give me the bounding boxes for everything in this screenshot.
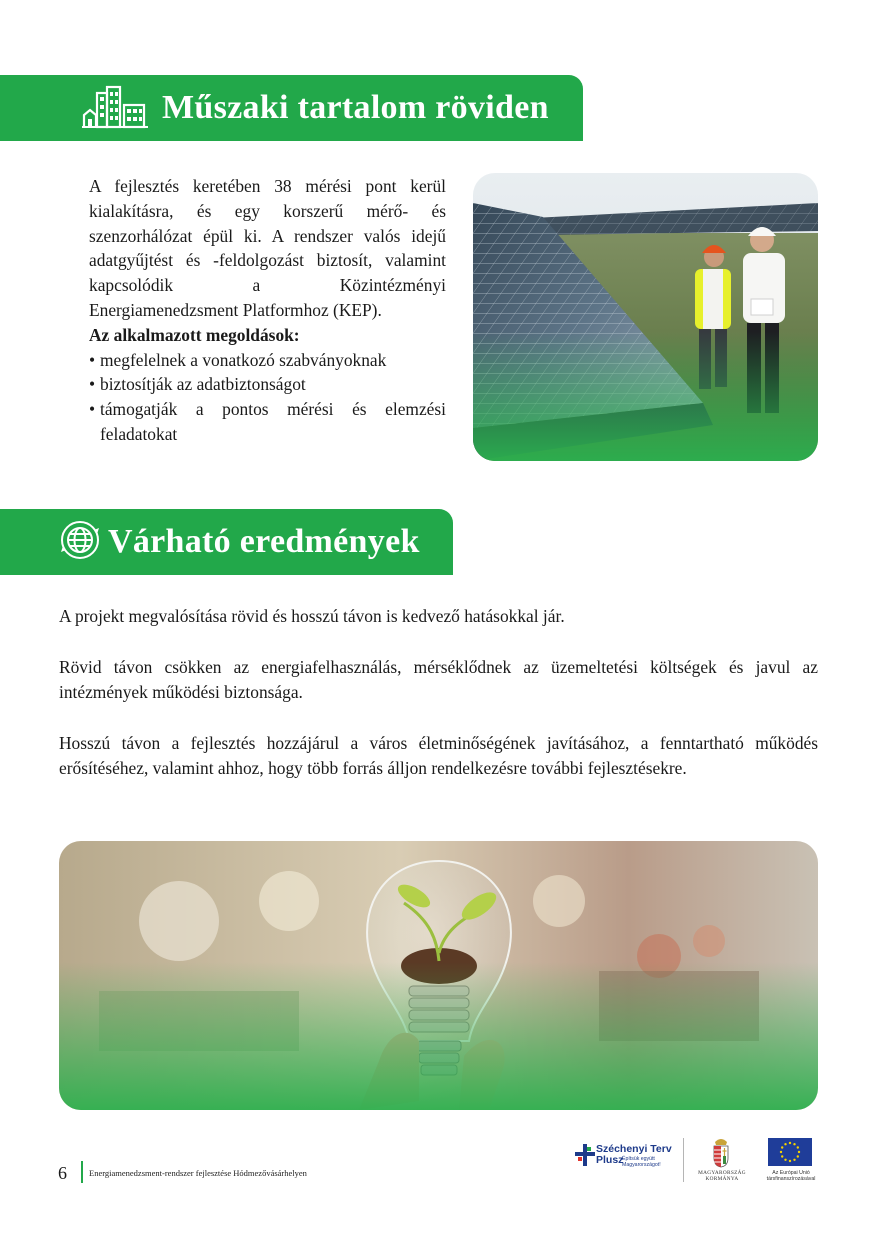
lightbulb-plant-coins-photo: [59, 841, 818, 1110]
solar-panel-engineers-photo: [473, 173, 818, 461]
funding-logos: [573, 1136, 823, 1186]
section-banner-expected-results: [0, 509, 453, 575]
results-paragraph: A projekt megvalósítása rövid és hosszú távon is kedvező hatásokkal jár.: [59, 606, 565, 626]
hungary-government-text: MAGYARORSZÁG KORMÁNYA: [698, 1170, 746, 1182]
footer-divider: [81, 1161, 83, 1183]
footer-caption: Energiamenedzsment-rendszer fejlesztése Hódmezővásárhelyen: [89, 1168, 307, 1178]
solutions-heading: Az alkalmazott megoldások:: [89, 324, 300, 345]
solutions-list: [89, 348, 446, 447]
list-item: • megfelelnek a vonatkozó szabványoknak: [89, 348, 446, 373]
page-number: 6: [58, 1163, 67, 1183]
intro-paragraph: A fejlesztés keretében 38 mérési pont kerül kialakításra, és egy korszerű mérő- és szenzorhálózat épül ki. A rendszer valós idejű adatgyűjtést és -feldolgozást biztosít, valamint kapcsolódik a Közintézményi Energiamenedzsment Platformhoz (KEP).: [89, 176, 446, 320]
globe-icon: [60, 520, 100, 565]
szechenyi-logo-icon: [575, 1144, 595, 1171]
list-item: • támogatják a pontos mérési és elemzési feladatokat: [89, 397, 446, 447]
results-paragraph: Rövid távon csökken az energiafelhasználás, mérséklődnek az üzemeltetési költségek és javul az intézmények működési biztonsága.: [59, 656, 818, 702]
expected-results-text: [59, 604, 818, 807]
eu-cofinancing-text: Az Európai Unió társfinanszírozásával: [766, 1170, 816, 1182]
logo-divider: [683, 1138, 684, 1182]
szechenyi-logo-text: Széchenyi Terv Plusz: [596, 1143, 672, 1166]
eu-flag-icon: [768, 1138, 812, 1171]
hungarian-coat-of-arms-icon: [711, 1136, 731, 1173]
technical-content-text: [89, 174, 446, 447]
results-paragraph: Hosszú távon a fejlesztés hozzájárul a város életminőségének javításához, a fenntartható működés erősítéséhez, valamint ahhoz, hogy több forrás álljon rendelkezésre további fejlesztésekre.: [59, 732, 818, 778]
section-title: Műszaki tartalom röviden: [162, 89, 549, 126]
city-buildings-icon: [82, 83, 148, 134]
section-title: Várható eredmények: [108, 523, 420, 560]
szechenyi-slogan: Építsük együtt Magyarországot!: [622, 1156, 661, 1168]
list-item: • biztosítják az adatbiztonságot: [89, 372, 446, 397]
section-banner-technical-content: [0, 75, 583, 141]
